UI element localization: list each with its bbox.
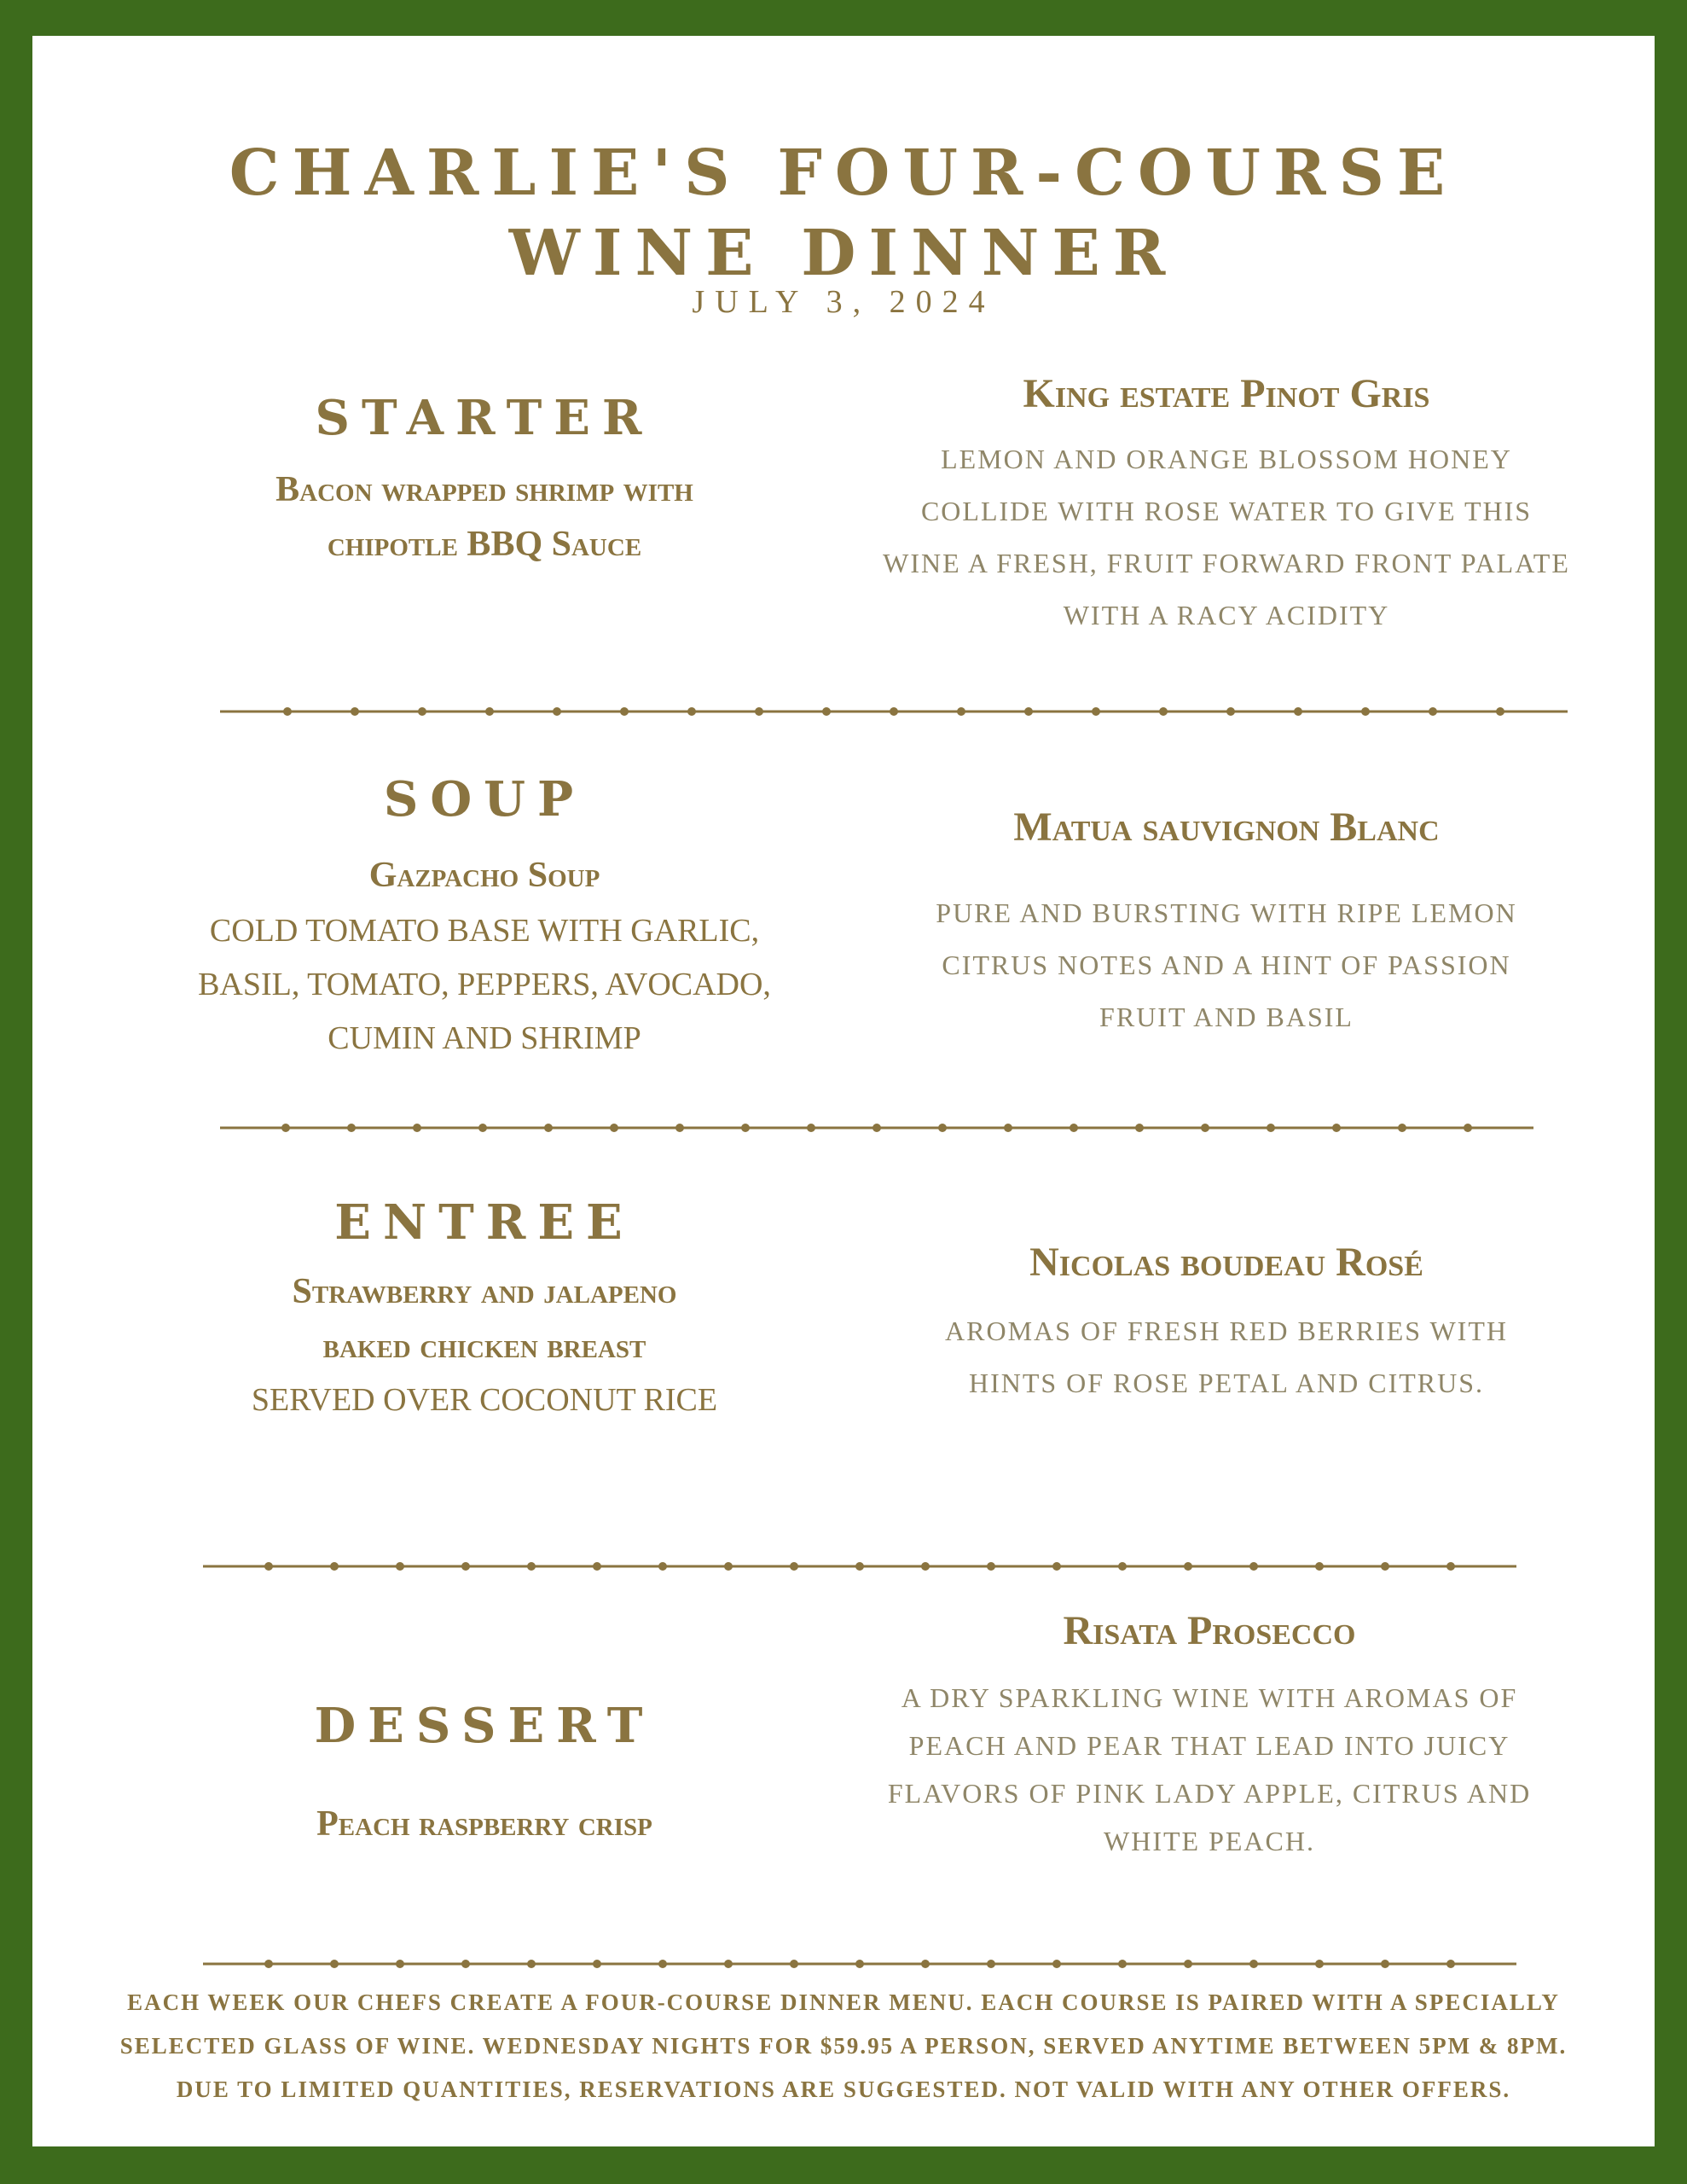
- divider-dot: [890, 707, 898, 716]
- wine-name-starter: King estate Pinot Gris: [1023, 371, 1430, 416]
- wine-name-dessert: Risata Prosecco: [1063, 1608, 1356, 1653]
- divider-dot: [755, 707, 763, 716]
- menu-page: [32, 36, 1655, 2146]
- divider-dot: [413, 1124, 421, 1132]
- wine-desc-line: HINTS OF ROSE PETAL AND CITRUS.: [968, 1368, 1485, 1398]
- divider-dot: [1464, 1124, 1472, 1132]
- dish-description-soup: [101, 904, 868, 1066]
- divider-dot: [1135, 1124, 1144, 1132]
- divider-dot: [790, 1562, 798, 1571]
- divider-dot: [855, 1562, 864, 1571]
- divider-dot: [1332, 1124, 1341, 1132]
- divider-dot: [1226, 707, 1235, 716]
- wine-desc-line: LEMON AND ORANGE BLOSSOM HONEY: [941, 444, 1512, 474]
- wine-name-soup: Matua sauvignon Blanc: [1013, 804, 1440, 850]
- divider-dot: [418, 707, 426, 716]
- divider-dot: [658, 1960, 667, 1968]
- dish-line: Bacon wrapped shrimp with: [275, 470, 693, 509]
- wine-desc-line: WHITE PEACH.: [1104, 1826, 1315, 1856]
- wine-name-entree: Nicolas boudeau Rosé: [1029, 1240, 1423, 1285]
- divider-dot: [687, 707, 696, 716]
- divider-dot: [1398, 1124, 1406, 1132]
- divider-dot: [610, 1124, 618, 1132]
- divider-dot: [544, 1124, 553, 1132]
- divider-dot: [620, 707, 629, 716]
- wine-desc-line: CITRUS NOTES AND A HINT OF PASSION: [942, 950, 1511, 980]
- wine-description-soup: [800, 887, 1653, 1043]
- divider-dot: [1159, 707, 1168, 716]
- course-heading-entree: ENTREE: [334, 1194, 635, 1251]
- divider-dot: [593, 1960, 601, 1968]
- divider-dot: [1249, 1960, 1258, 1968]
- divider-dot: [330, 1960, 339, 1968]
- divider-dot: [478, 1124, 487, 1132]
- divider-dot: [1446, 1562, 1455, 1571]
- divider-dot: [281, 1124, 290, 1132]
- divider-dot: [872, 1124, 881, 1132]
- divider-dot: [938, 1124, 947, 1132]
- footer-note: [67, 1981, 1620, 2111]
- wine-description-starter: [800, 433, 1653, 642]
- divider-dot: [724, 1960, 733, 1968]
- wine-description-dessert: [783, 1674, 1636, 1865]
- dish-line: chipotle BBQ Sauce: [327, 525, 642, 564]
- dish-desc-line: BASIL, TOMATO, PEPPERS, AVOCADO,: [198, 967, 771, 1002]
- divider-dot: [1201, 1124, 1209, 1132]
- wine-desc-line: FLAVORS OF PINK LADY APPLE, CITRUS AND: [887, 1778, 1532, 1809]
- divider-dot: [1004, 1124, 1012, 1132]
- divider-dot: [330, 1562, 339, 1571]
- divider-dot: [1446, 1960, 1455, 1968]
- section-divider: [220, 703, 1568, 720]
- divider-dot: [396, 1562, 404, 1571]
- divider-dot: [461, 1960, 470, 1968]
- section-divider: [203, 1955, 1516, 1972]
- divider-dot: [987, 1960, 995, 1968]
- course-heading-dessert: DESSERT: [314, 1698, 655, 1754]
- divider-dot: [957, 707, 965, 716]
- course-heading-soup: SOUP: [383, 771, 586, 828]
- divider-dot: [790, 1960, 798, 1968]
- wine-desc-line: FRUIT AND BASIL: [1099, 1002, 1354, 1032]
- divider-dot: [724, 1562, 733, 1571]
- divider-dot: [1381, 1960, 1389, 1968]
- divider-dot: [1092, 707, 1100, 716]
- divider-dot: [1294, 707, 1302, 716]
- dish-name-entree: [126, 1264, 843, 1374]
- dish-desc-line: CUMIN AND SHRIMP: [328, 1020, 641, 1056]
- divider-dot: [264, 1960, 273, 1968]
- divider-dot: [396, 1960, 404, 1968]
- wine-desc-line: WITH A RACY ACIDITY: [1063, 600, 1390, 630]
- divider-dot: [1429, 707, 1437, 716]
- divider-dot: [1024, 707, 1033, 716]
- divider-dot: [1118, 1562, 1127, 1571]
- section-divider: [220, 1119, 1533, 1136]
- divider-dot: [855, 1960, 864, 1968]
- dish-name-dessert: Peach raspberry crisp: [316, 1804, 652, 1844]
- event-date: JULY 3, 2024: [692, 284, 995, 320]
- divider-dot: [264, 1562, 273, 1571]
- divider-dot: [1315, 1960, 1324, 1968]
- footer-line: DUE TO LIMITED QUANTITIES, RESERVATIONS ARE SUGGESTED. NOT VALID WITH ANY OTHER OFFERS.: [176, 2077, 1511, 2102]
- divider-dot: [527, 1960, 536, 1968]
- dish-name-starter: [126, 462, 843, 572]
- wine-description-entree: [800, 1305, 1653, 1409]
- divider-dot: [807, 1124, 815, 1132]
- divider-dot: [1184, 1562, 1192, 1571]
- wine-desc-line: PURE AND BURSTING WITH RIPE LEMON: [936, 897, 1517, 928]
- divider-dot: [921, 1960, 930, 1968]
- wine-desc-line: COLLIDE WITH ROSE WATER TO GIVE THIS: [920, 496, 1533, 526]
- divider-dot: [921, 1562, 930, 1571]
- footer-line: SELECTED GLASS OF WINE. WEDNESDAY NIGHTS FOR $59.95 A PERSON, SERVED ANYTIME BETWEEN 5PM & 8PM.: [119, 2033, 1568, 2059]
- divider-dot: [1052, 1960, 1061, 1968]
- divider-dot: [283, 707, 292, 716]
- divider-dot: [461, 1562, 470, 1571]
- divider-dot: [741, 1124, 750, 1132]
- divider-dot: [553, 707, 561, 716]
- course-heading-starter: STARTER: [315, 390, 654, 446]
- menu-title-line-1: CHARLIE'S FOUR-COURSE: [229, 136, 1458, 210]
- dish-desc-line: COLD TOMATO BASE WITH GARLIC,: [209, 913, 760, 949]
- divider-dot: [1070, 1124, 1078, 1132]
- wine-desc-line: AROMAS OF FRESH RED BERRIES WITH: [945, 1316, 1508, 1346]
- divider-dot: [822, 707, 831, 716]
- divider-dot: [675, 1124, 684, 1132]
- divider-dot: [1184, 1960, 1192, 1968]
- menu-title-line-2: WINE DINNER: [508, 217, 1179, 290]
- divider-dot: [351, 707, 359, 716]
- dish-name-soup: Gazpacho Soup: [368, 856, 600, 895]
- divider-dot: [1249, 1562, 1258, 1571]
- divider-dot: [527, 1562, 536, 1571]
- divider-dot: [658, 1562, 667, 1571]
- wine-desc-line: A DRY SPARKLING WINE WITH AROMAS OF: [901, 1682, 1518, 1713]
- divider-dot: [593, 1562, 601, 1571]
- dish-line: baked chicken breast: [322, 1327, 646, 1366]
- divider-dot: [1361, 707, 1370, 716]
- footer-line: EACH WEEK OUR CHEFS CREATE A FOUR-COURSE DINNER MENU. EACH COURSE IS PAIRED WITH A SPECIALLY: [127, 1989, 1560, 2015]
- dish-line: Strawberry and jalapeno: [292, 1272, 677, 1311]
- wine-desc-line: WINE A FRESH, FRUIT FORWARD FRONT PALATE: [883, 548, 1570, 578]
- divider-dot: [1381, 1562, 1389, 1571]
- section-divider: [203, 1558, 1516, 1575]
- divider-dot: [1496, 707, 1504, 716]
- divider-dot: [987, 1562, 995, 1571]
- divider-dot: [1315, 1562, 1324, 1571]
- divider-dot: [1052, 1562, 1061, 1571]
- divider-dot: [485, 707, 494, 716]
- divider-dot: [1118, 1960, 1127, 1968]
- dish-description-entree: SERVED OVER COCONUT RICE: [251, 1382, 718, 1418]
- divider-dot: [1267, 1124, 1275, 1132]
- divider-dot: [347, 1124, 356, 1132]
- wine-desc-line: PEACH AND PEAR THAT LEAD INTO JUICY: [908, 1730, 1510, 1761]
